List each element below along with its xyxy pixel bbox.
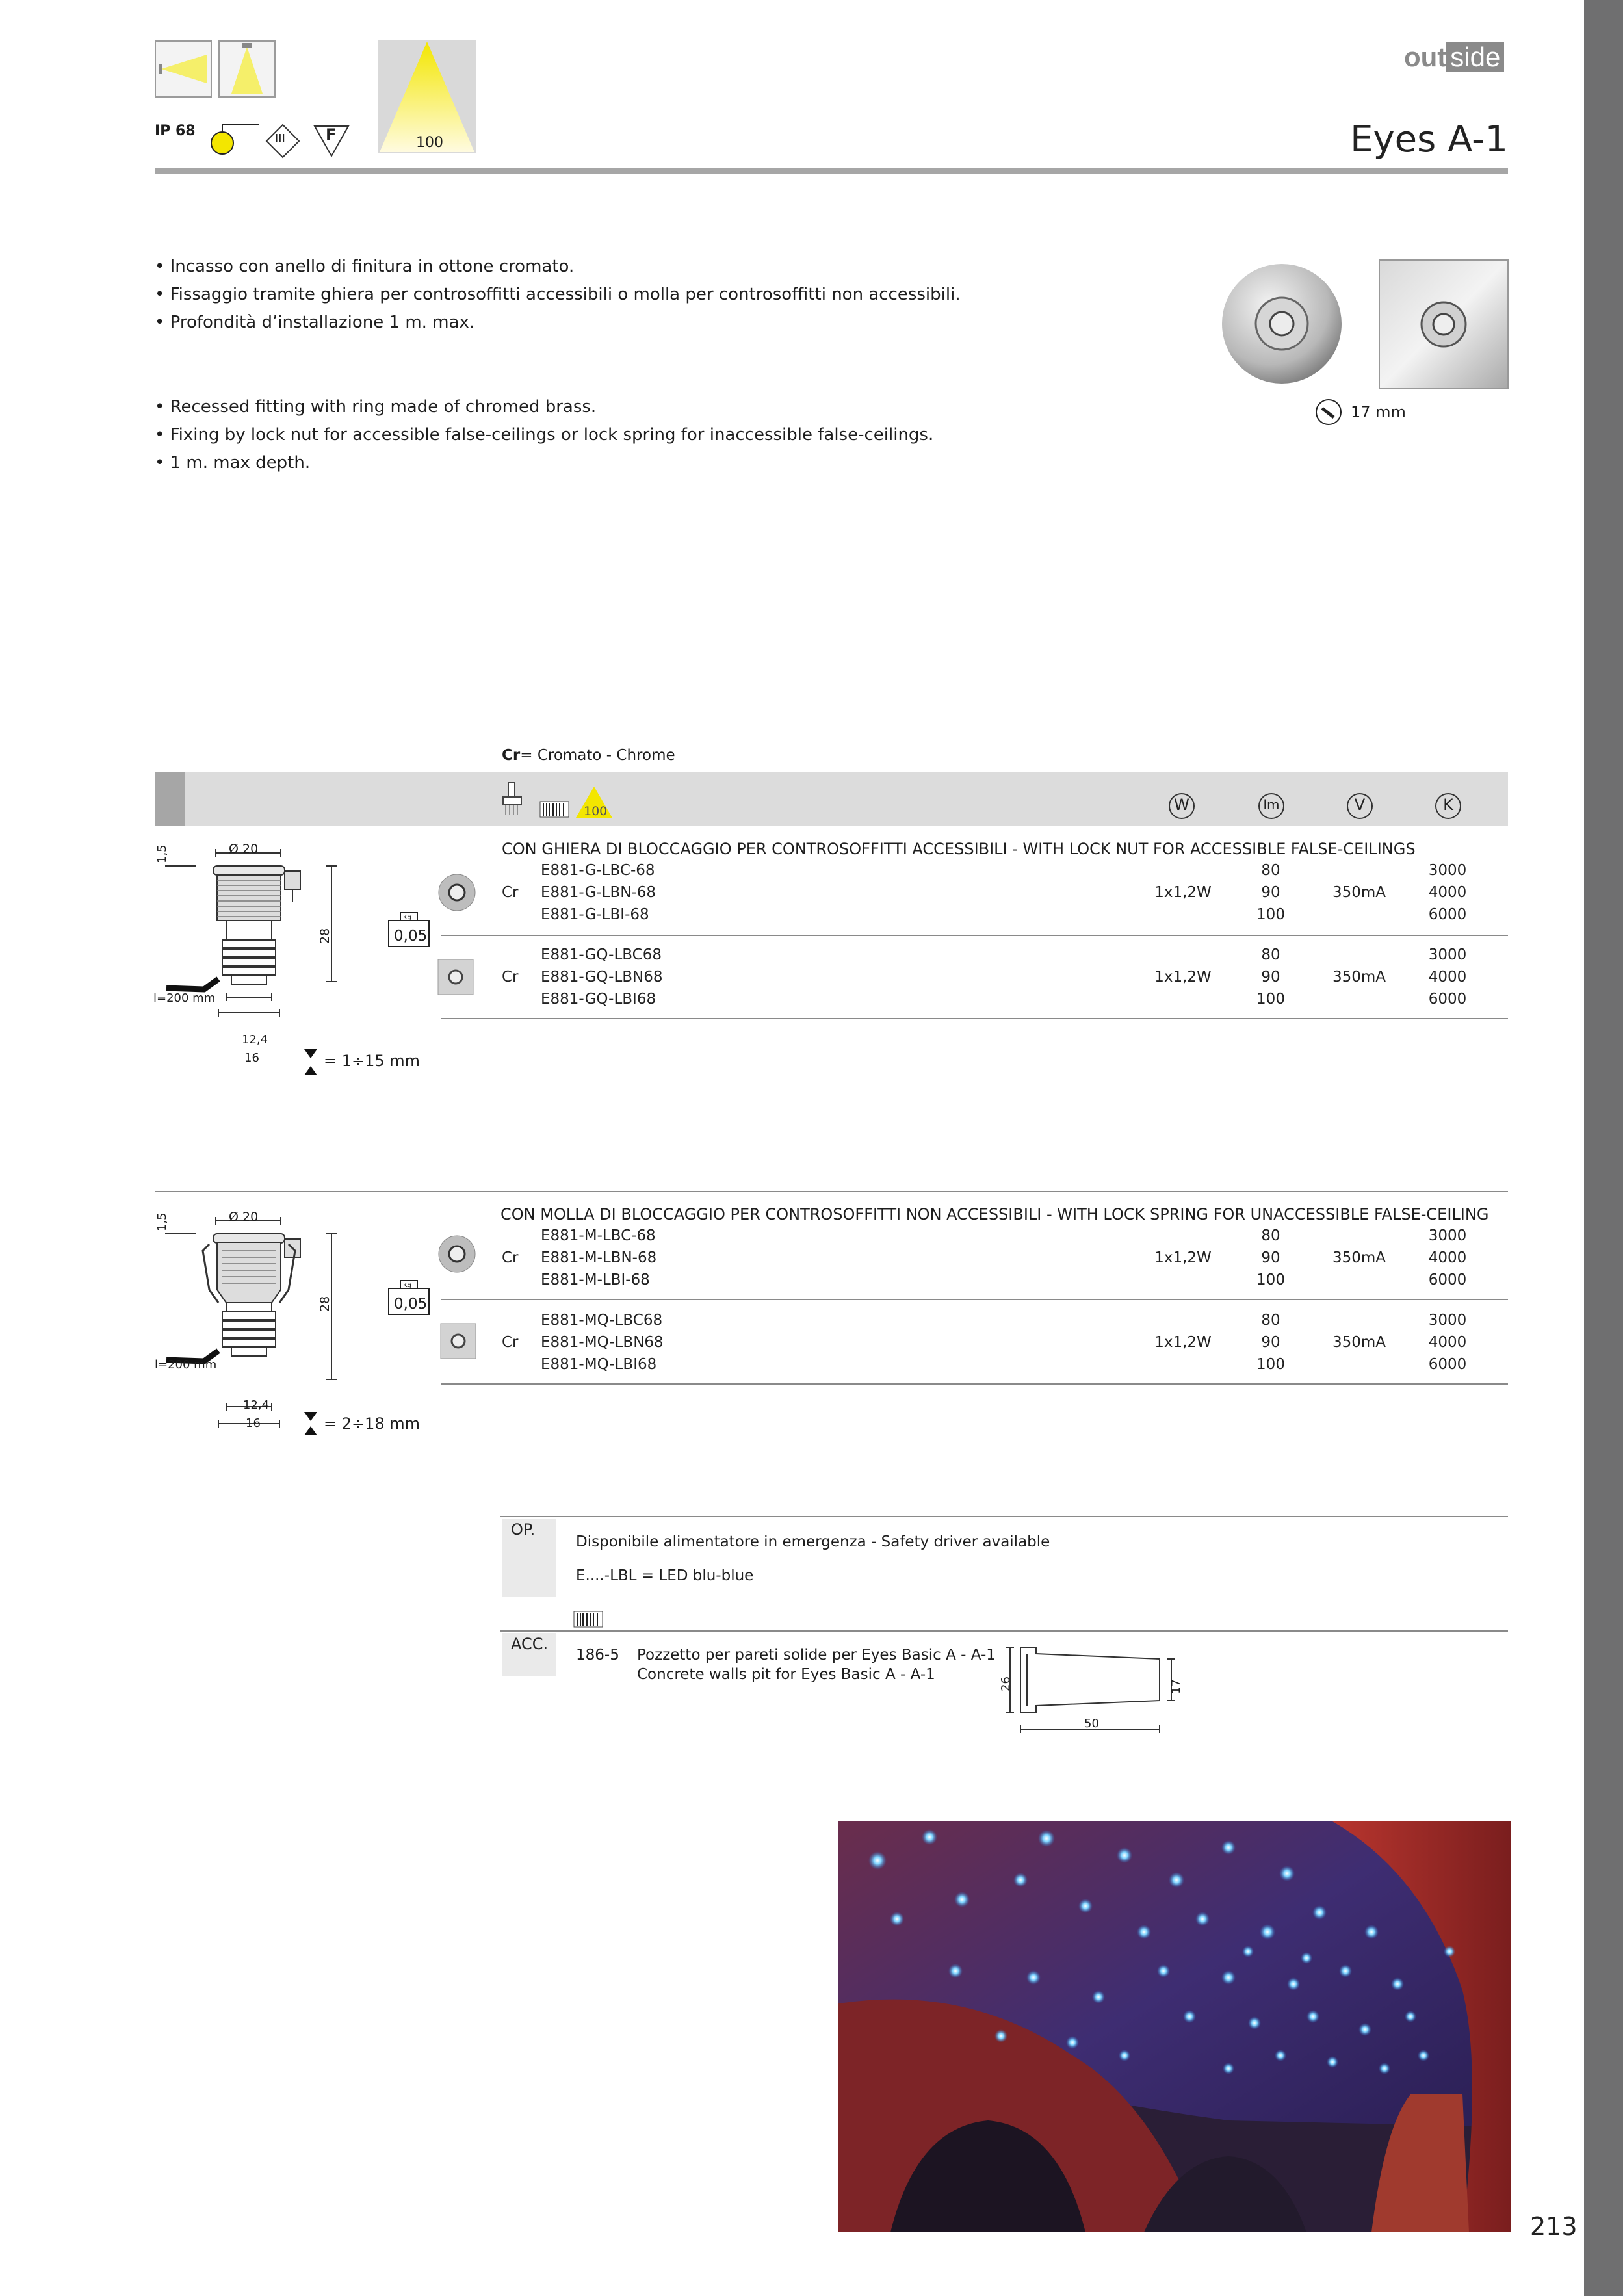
watt-icon: W [1169, 793, 1195, 819]
table-header-bar [155, 772, 1508, 826]
s1-height: 28 [318, 928, 332, 944]
class-three-label: III [275, 132, 285, 146]
s1-g2-code-2: E881-GQ-LBN68 [541, 969, 663, 985]
s1-g1-code-1: E881-G-LBC-68 [541, 862, 655, 879]
s2-divider [441, 1299, 1508, 1300]
s1-g2-code-1: E881-GQ-LBC68 [541, 946, 662, 963]
s1-cable: l=200 mm [153, 991, 216, 1005]
volt-icon: V [1347, 793, 1373, 819]
s1-panel: = 1÷15 mm [324, 1052, 421, 1070]
section2-top-rule [155, 1191, 1508, 1192]
s1-g2-k-3: 6000 [1428, 991, 1467, 1008]
fixture-icon [500, 781, 524, 818]
s2-g1-power: 1x1,2W [1154, 1249, 1212, 1266]
wall-beam-icon [155, 40, 212, 98]
s2-g2-k-1: 3000 [1428, 1312, 1467, 1329]
s2-g2-code-2: E881-MQ-LBN68 [541, 1334, 664, 1351]
installation-photo [838, 1821, 1511, 2232]
desc-en-1: • Recessed fitting with ring made of chromed brass. [155, 397, 597, 417]
s2-g2-lm-2: 90 [1261, 1334, 1280, 1351]
s2-g1-code-1: E881-M-LBC-68 [541, 1227, 656, 1244]
s2-g1-finish: Cr [502, 1249, 519, 1266]
s2-cable: l=200 mm [155, 1358, 217, 1372]
ip-rating: IP 68 [155, 123, 196, 139]
s1-w2: 16 [244, 1051, 259, 1065]
s1-weight: 0,05 [394, 928, 428, 945]
s2-g1-code-3: E881-M-LBI-68 [541, 1272, 650, 1288]
s2-g1-thumb [437, 1234, 477, 1274]
acc-dim-d: 17 [1169, 1679, 1183, 1694]
desc-en-3: • 1 m. max depth. [155, 453, 311, 473]
s2-g1-lm-1: 80 [1261, 1227, 1280, 1244]
section1-drawing [153, 837, 426, 1084]
table-header-marker [155, 772, 185, 826]
options-line-1: Disponibile alimentatore in emergenza - Safety driver available [576, 1533, 1050, 1550]
cutout-icon [1314, 398, 1343, 426]
s1-g2-lm-2: 90 [1261, 969, 1280, 985]
s1-g2-code-3: E881-GQ-LBI68 [541, 991, 656, 1008]
brand-logo [1404, 42, 1504, 73]
beam-value: 100 [416, 135, 443, 151]
s2-g1-lm-2: 90 [1261, 1249, 1280, 1266]
acc-dim-h: 26 [999, 1676, 1013, 1691]
s1-g1-k-3: 6000 [1428, 906, 1467, 923]
s1-g2-k-2: 4000 [1428, 969, 1467, 985]
product-photo-square [1377, 257, 1511, 391]
s2-g2-k-2: 4000 [1428, 1334, 1467, 1351]
logo-text-side: side [1446, 42, 1504, 72]
options-rule [500, 1516, 1508, 1517]
s1-g2-power: 1x1,2W [1154, 969, 1212, 985]
s2-g2-lm-1: 80 [1261, 1312, 1280, 1329]
section1-title: CON GHIERA DI BLOCCAGGIO PER CONTROSOFFITTI ACCESSIBILI - WITH LOCK NUT FOR ACCESSIBLE FALSE-CEILINGS [502, 840, 1416, 858]
s2-g2-k-3: 6000 [1428, 1356, 1467, 1373]
s2-diameter: Ø 20 [229, 1210, 259, 1224]
s1-g1-thumb [437, 872, 477, 913]
lumen-icon: lm [1258, 793, 1284, 819]
s2-panel: = 2÷18 mm [324, 1415, 421, 1433]
bulb-icon [207, 121, 265, 160]
logo-text-out: out [1404, 42, 1447, 72]
svg-text:Kg: Kg [403, 1282, 411, 1289]
s2-w1: 12,4 [243, 1398, 270, 1412]
s1-g1-k-1: 3000 [1428, 862, 1467, 879]
product-photo-round [1217, 259, 1347, 389]
acc-barcode-icon [573, 1611, 603, 1628]
s2-g1-lm-3: 100 [1256, 1272, 1285, 1288]
options-line-2: E....-LBL = LED blu-blue [576, 1567, 754, 1584]
s2-w2: 16 [246, 1416, 261, 1430]
accessories-tag: ACC. [502, 1633, 556, 1676]
barcode-icon [539, 801, 569, 818]
s1-g1-lm-1: 80 [1261, 862, 1280, 879]
kelvin-icon: K [1435, 793, 1461, 819]
s1-g1-finish: Cr [502, 884, 519, 901]
s1-divider [441, 935, 1508, 936]
s2-g1-code-2: E881-M-LBN-68 [541, 1249, 657, 1266]
section2-title: CON MOLLA DI BLOCCAGGIO PER CONTROSOFFITTI NON ACCESSIBILI - WITH LOCK SPRING FOR UNACCESSIBLE FALSE-CEILING [500, 1205, 1489, 1223]
finish-legend [502, 745, 675, 766]
f-mark-label: F [326, 125, 337, 144]
s1-g1-code-3: E881-G-LBI-68 [541, 906, 649, 923]
s2-g1-k-1: 3000 [1428, 1227, 1467, 1244]
options-tag: OP. [502, 1519, 556, 1597]
s1-g1-lm-2: 90 [1261, 884, 1280, 901]
s1-top: 1,5 [155, 844, 169, 863]
desc-it-3: • Profondità d’installazione 1 m. max. [155, 313, 475, 332]
s2-g2-finish: Cr [502, 1334, 519, 1351]
s1-g2-k-1: 3000 [1428, 946, 1467, 963]
accessories-rule [500, 1630, 1508, 1632]
page-number: 213 [1530, 2212, 1578, 2241]
finish-code: Cr [502, 747, 521, 764]
s2-g2-thumb [439, 1322, 477, 1360]
desc-it-1: • Incasso con anello di finitura in ottone cromato. [155, 257, 575, 276]
acc-desc-it: Pozzetto per pareti solide per Eyes Basic A - A-1 [637, 1647, 996, 1663]
s1-g2-finish: Cr [502, 969, 519, 985]
s1-w1: 12,4 [242, 1033, 268, 1047]
s1-g2-current: 350mA [1332, 969, 1386, 985]
finish-text: = Cromato - Chrome [520, 747, 675, 764]
s1-g1-code-2: E881-G-LBN-68 [541, 884, 656, 901]
s1-diameter: Ø 20 [229, 842, 259, 856]
desc-it-2: • Fissaggio tramite ghiera per controsoffitti accessibili o molla per controsoffitti non accessibili. [155, 285, 961, 304]
s1-g2-lm-1: 80 [1261, 946, 1280, 963]
acc-code: 186-5 [576, 1647, 619, 1663]
title-rule [155, 168, 1508, 174]
s2-g2-current: 350mA [1332, 1334, 1386, 1351]
svg-text:Kg: Kg [403, 914, 411, 921]
acc-dim-w: 50 [1084, 1717, 1099, 1730]
s1-g2-thumb [437, 958, 474, 996]
cutout-label: 17 mm [1351, 403, 1406, 421]
s1-g1-lm-3: 100 [1256, 906, 1285, 923]
s1-g1-power: 1x1,2W [1154, 884, 1212, 901]
s2-g1-k-2: 4000 [1428, 1249, 1467, 1266]
desc-en-2: • Fixing by lock nut for accessible false-ceilings or lock spring for inaccessible false-ceilings. [155, 425, 934, 445]
product-title: Eyes A-1 [1350, 118, 1508, 161]
s2-weight: 0,05 [394, 1296, 428, 1312]
s2-g2-power: 1x1,2W [1154, 1334, 1212, 1351]
s2-g1-k-3: 6000 [1428, 1272, 1467, 1288]
s2-g1-current: 350mA [1332, 1249, 1386, 1266]
page-edge-bar [1584, 0, 1623, 2296]
s2-g2-code-3: E881-MQ-LBI68 [541, 1356, 657, 1373]
ceiling-beam-icon [218, 40, 276, 98]
class-three-icon [265, 124, 300, 159]
beam-small-value: 100 [584, 804, 608, 818]
s2-height: 28 [318, 1296, 332, 1312]
s2-g2-code-1: E881-MQ-LBC68 [541, 1312, 663, 1329]
s1-end-rule [441, 1018, 1508, 1019]
f-mark-icon [313, 124, 350, 159]
s1-g1-current: 350mA [1332, 884, 1386, 901]
s1-g1-k-2: 4000 [1428, 884, 1467, 901]
s2-g2-lm-3: 100 [1256, 1356, 1285, 1373]
s2-end-rule [441, 1383, 1508, 1385]
acc-desc-en: Concrete walls pit for Eyes Basic A - A-1 [637, 1666, 935, 1683]
s2-top: 1,5 [155, 1212, 169, 1231]
s1-g2-lm-3: 100 [1256, 991, 1285, 1008]
